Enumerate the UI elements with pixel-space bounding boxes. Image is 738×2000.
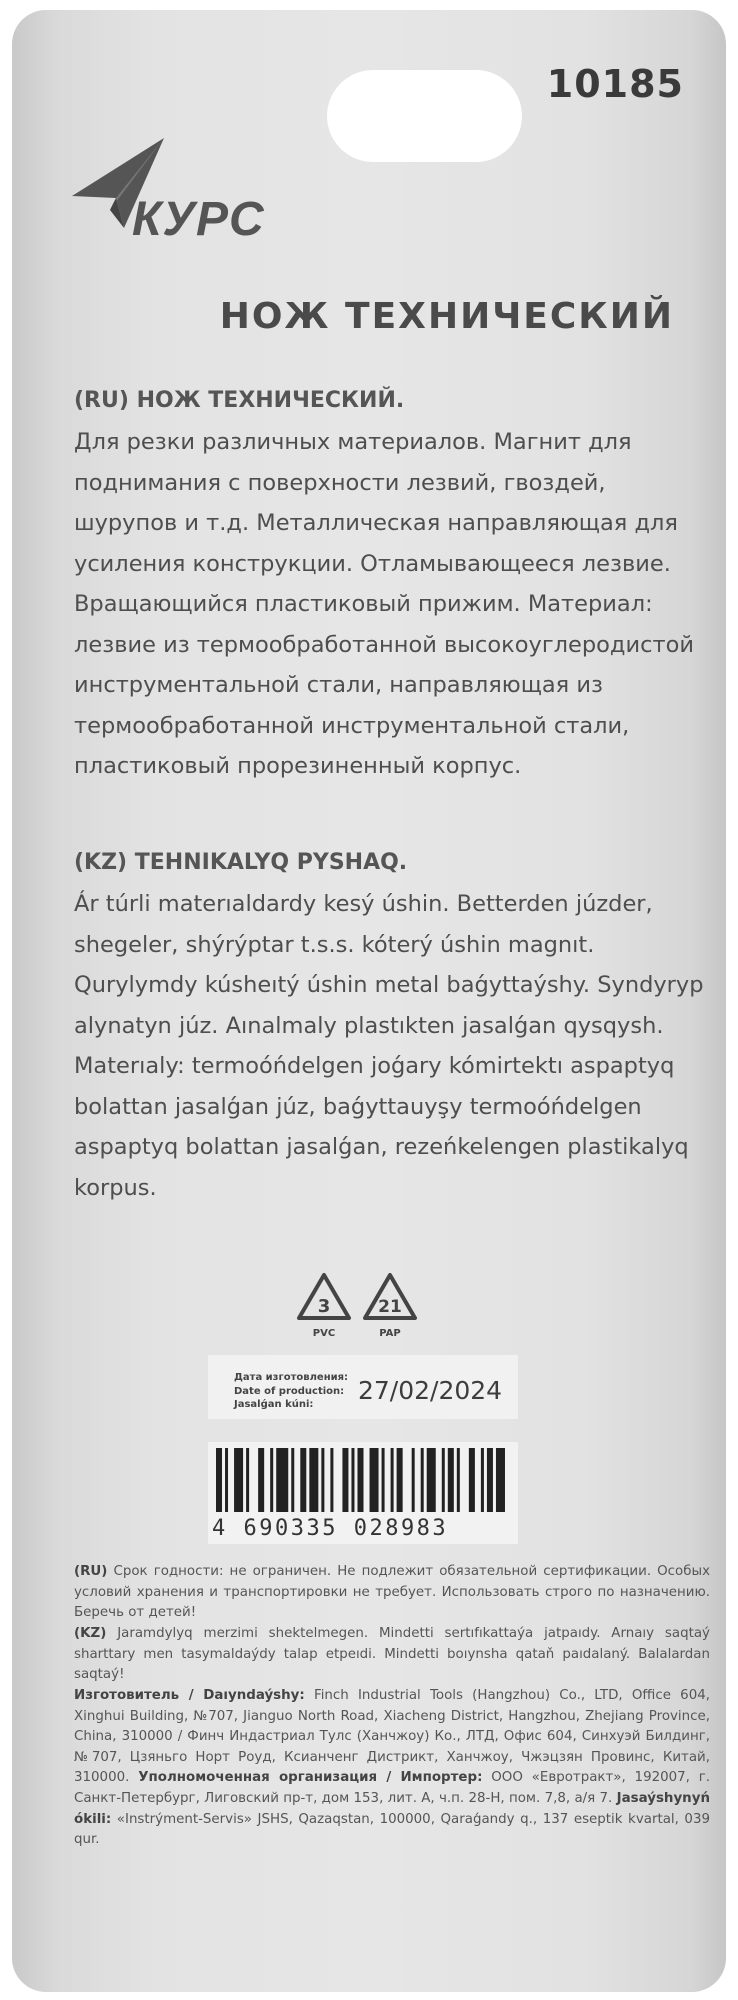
fine-print-ru: [74, 1562, 710, 1624]
hang-hole: [327, 70, 522, 162]
recycling-mark-pvc: [296, 1272, 356, 1354]
barcode-bar: [216, 1448, 222, 1512]
barcode-bar: [225, 1448, 228, 1512]
barcode-bar: [276, 1448, 288, 1512]
paper-plane-icon: [72, 138, 332, 248]
production-date: 27/02/2024: [358, 1376, 503, 1405]
barcode-bar: [370, 1448, 379, 1512]
barcode-bar: [357, 1448, 363, 1512]
barcode-bar: [351, 1448, 354, 1512]
fine-print-kz: [74, 1624, 710, 1686]
recycle-code: 3: [317, 1296, 331, 1317]
recycle-triangle-icon: [362, 1272, 418, 1322]
manufacturer-text: Finch Industrial Tools (Hangzhou) Co., LTD, Office 604, Xinghui Building, №707, Jianguo North Road, Xiacheng District, Hangzhou, Zhejiang Province, China, 310000 / Финч Индастриал Тулс (Ханчжоу) Ко., ЛТД, Офис 604, Синхуэй Билдинг, №707, Цзяньго Норт Роуд, Ксианченг Дистрикт, Ханчжоу, Чжэцзян Провинс, Китай, 310000.: [74, 1688, 710, 1786]
kz-heading: (KZ) TEHNIKALYQ PYSHAQ.: [74, 850, 408, 875]
fine-kz-text: Jaramdylyq merzimi shektelmegen. Mindetti sertıfıkattaýa jatpaıdy. Arnaıy saqtaý sharttary men tasymaldaýdy talap etpeıdi. Mindetti boıynsha qataň paıdalaný. Balalardan saqtaý!: [74, 1626, 710, 1683]
barcode-bar: [481, 1448, 484, 1512]
barcode-bar: [391, 1448, 394, 1512]
manufacturer-label: Изготовитель / Daıyndaýshy:: [74, 1688, 305, 1703]
barcode-bar: [234, 1448, 243, 1512]
barcode-bar: [246, 1448, 249, 1512]
barcode-bar: [442, 1448, 445, 1512]
production-date-labels: [234, 1371, 348, 1412]
barcode-bar: [448, 1448, 454, 1512]
barcode: [208, 1442, 518, 1544]
blister-card: [12, 10, 726, 1992]
fine-kz-tag: (KZ): [74, 1626, 107, 1641]
kz-rep-label: Jasaýshynyń ókili:: [74, 1790, 710, 1827]
barcode-bar: [321, 1448, 324, 1512]
kz-rep-text: «Instrýment-Servis» JSHS, Qazaqstan, 100000, Qaraǵandy q., 137 eseptik kvartal, 039 qur.: [74, 1811, 710, 1848]
kz-description: Ár túrli materıaldardy kesý úshin. Betterden júzder, shegeler, shýrýptar t.s.s. kóterý úshin magnıt. Qurylymdy kúsheıtý úshin metal baǵyttaýshy. Syndyryp alynatyn júz. Aınalmaly plastıkten jasalǵan qysqysh. Materıaly: termoóńdelgen joǵary kómirtektı aspaptyq bolattan jasalǵan júz, baǵyttauyşy termoóńdelgen aspaptyq bolattan jasalǵan, rezeńkelengen plastikalyq korpus.: [74, 891, 704, 1201]
barcode-bar: [382, 1448, 385, 1512]
importer-text: ООО «Евротракт», 192007, г. Санкт-Петербург, Лиговский пр-т, дом 153, лит. А, ч.п. 28-Н, пом. 7,8, а/я 7.: [74, 1770, 711, 1806]
barcode-bar: [309, 1448, 318, 1512]
fine-print-manufacturer: [74, 1686, 710, 1851]
recycle-code: 21: [378, 1297, 402, 1317]
barcode-digits: 4 690335 028983: [212, 1516, 449, 1541]
production-date-box: [208, 1355, 518, 1419]
barcode-bar: [487, 1448, 493, 1512]
barcode-bar: [469, 1448, 475, 1512]
ru-heading: (RU) НОЖ ТЕХНИЧЕСКИЙ.: [74, 388, 405, 413]
barcode-bar: [342, 1448, 348, 1512]
barcode-bar: [496, 1448, 505, 1512]
barcode-bar: [258, 1448, 264, 1512]
recycling-mark-pap: [362, 1272, 422, 1354]
recycle-triangle-icon: [296, 1272, 352, 1322]
barcode-bar: [330, 1448, 333, 1512]
date-label-ru: Дата изготовления:: [234, 1372, 349, 1383]
logo-wordmark: КУРС: [132, 193, 265, 246]
ru-description: Для резки различных материалов. Магнит для поднимания с поверхности лезвий, гвоздей, шурупов и т.д. Металлическая направляющая для усиления конструкции. Отламывающееся лезвие. Вращающийся пластиковый прижим. Материал: лезвие из термообработанной высокоуглеродистой инструментальной стали, направляющая из термообработанной инструментальной стали, пластиковый прорезиненный корпус.: [74, 429, 694, 779]
barcode-bar: [427, 1448, 436, 1512]
date-label-en: Date of production:: [234, 1385, 345, 1397]
barcode-bar: [300, 1448, 306, 1512]
barcode-bars: [216, 1448, 508, 1512]
importer-label: Уполномоченная организация / Импортер:: [138, 1770, 483, 1786]
recycle-label: PVC: [312, 1328, 336, 1339]
article-number: 10185: [546, 62, 684, 106]
barcode-bar: [270, 1448, 273, 1512]
barcode-bar: [457, 1448, 460, 1512]
fine-ru-tag: (RU): [74, 1564, 108, 1579]
barcode-bar: [421, 1448, 424, 1512]
recycle-label: PAP: [379, 1328, 401, 1339]
date-label-kz: Jasalǵan kúni:: [234, 1399, 314, 1410]
brand-logo: [72, 138, 332, 248]
barcode-bar: [397, 1448, 403, 1512]
barcode-bar: [291, 1448, 294, 1512]
barcode-bar: [412, 1448, 415, 1512]
product-title: НОЖ ТЕХНИЧЕСКИЙ: [219, 296, 674, 337]
fine-ru-text: Срок годности: не ограничен. Не подлежит обязательной сертификации. Особых условий хранения и транспортировки не требует. Использовать строго по назначению. Беречь от детей!: [74, 1564, 710, 1621]
